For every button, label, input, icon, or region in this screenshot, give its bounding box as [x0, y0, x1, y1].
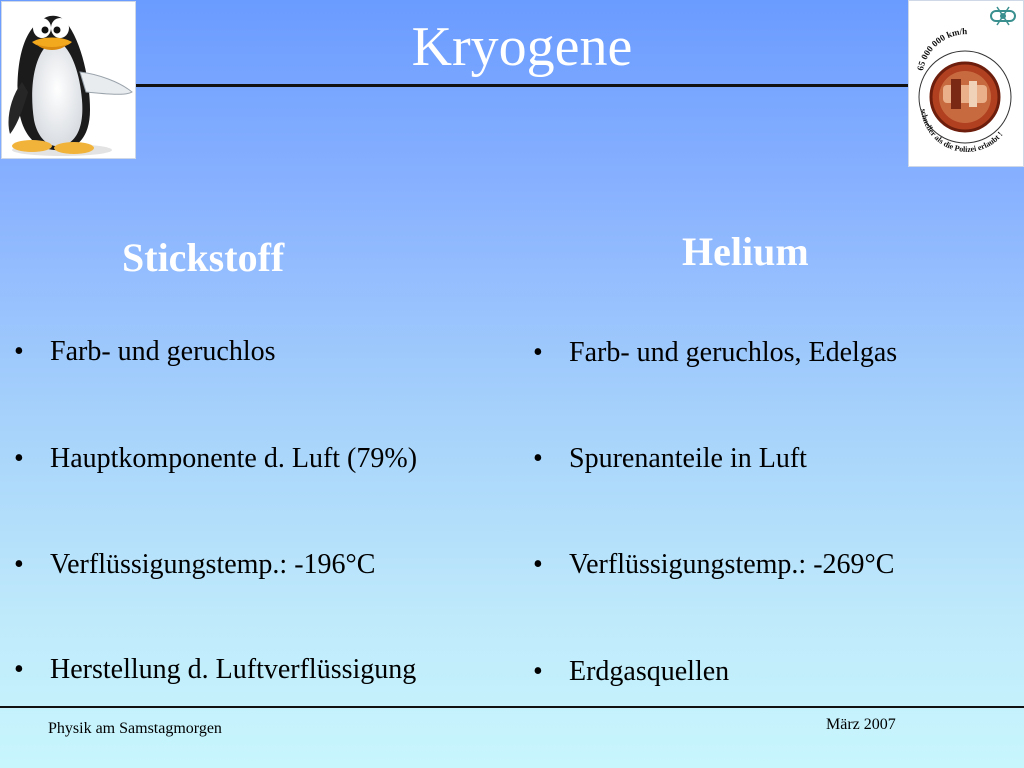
slide-title: Kryogene	[411, 16, 633, 78]
bullet-icon: •	[533, 656, 543, 687]
bullet-icon: •	[533, 549, 543, 580]
left-bullet-text: Verflüssigungstemp.: -196°C	[50, 549, 376, 580]
left-bullet-text: Farb- und geruchlos	[50, 336, 276, 367]
title-divider	[136, 84, 908, 87]
footer-title: Physik am Samstagmorgen	[48, 720, 222, 737]
bullet-icon: •	[14, 549, 24, 580]
penguin-logo	[1, 1, 136, 159]
logo-top-text: 65 000 000 km/h	[915, 26, 968, 72]
bullet-icon: •	[14, 443, 24, 474]
penguin-icon	[2, 2, 135, 158]
bullet-icon: •	[14, 336, 24, 367]
right-bullet-text: Verflüssigungstemp.: -269°C	[569, 549, 895, 580]
bullet-icon: •	[14, 654, 24, 685]
left-bullet-text: Hauptkomponente d. Luft (79%)	[50, 443, 418, 474]
left-bullet-text: Herstellung d. Luftverflüssigung	[50, 654, 417, 685]
accelerator-logo	[908, 0, 1024, 167]
right-bullet-text: Erdgasquellen	[569, 656, 730, 687]
logo-bottom-text: schneller als die Polizei erlaubt !	[918, 108, 1005, 154]
bullet-icon: •	[533, 337, 543, 368]
bullet-icon: •	[533, 443, 543, 474]
accelerator-badge-icon	[909, 1, 1023, 166]
footer-divider	[0, 706, 1024, 708]
right-bullet-text: Spurenanteile in Luft	[569, 443, 807, 474]
stickstoff-heading: Stickstoff	[122, 235, 285, 280]
right-bullet-text: Farb- und geruchlos, Edelgas	[569, 337, 898, 368]
helium-heading: Helium	[682, 229, 809, 274]
footer-date: März 2007	[826, 716, 896, 733]
